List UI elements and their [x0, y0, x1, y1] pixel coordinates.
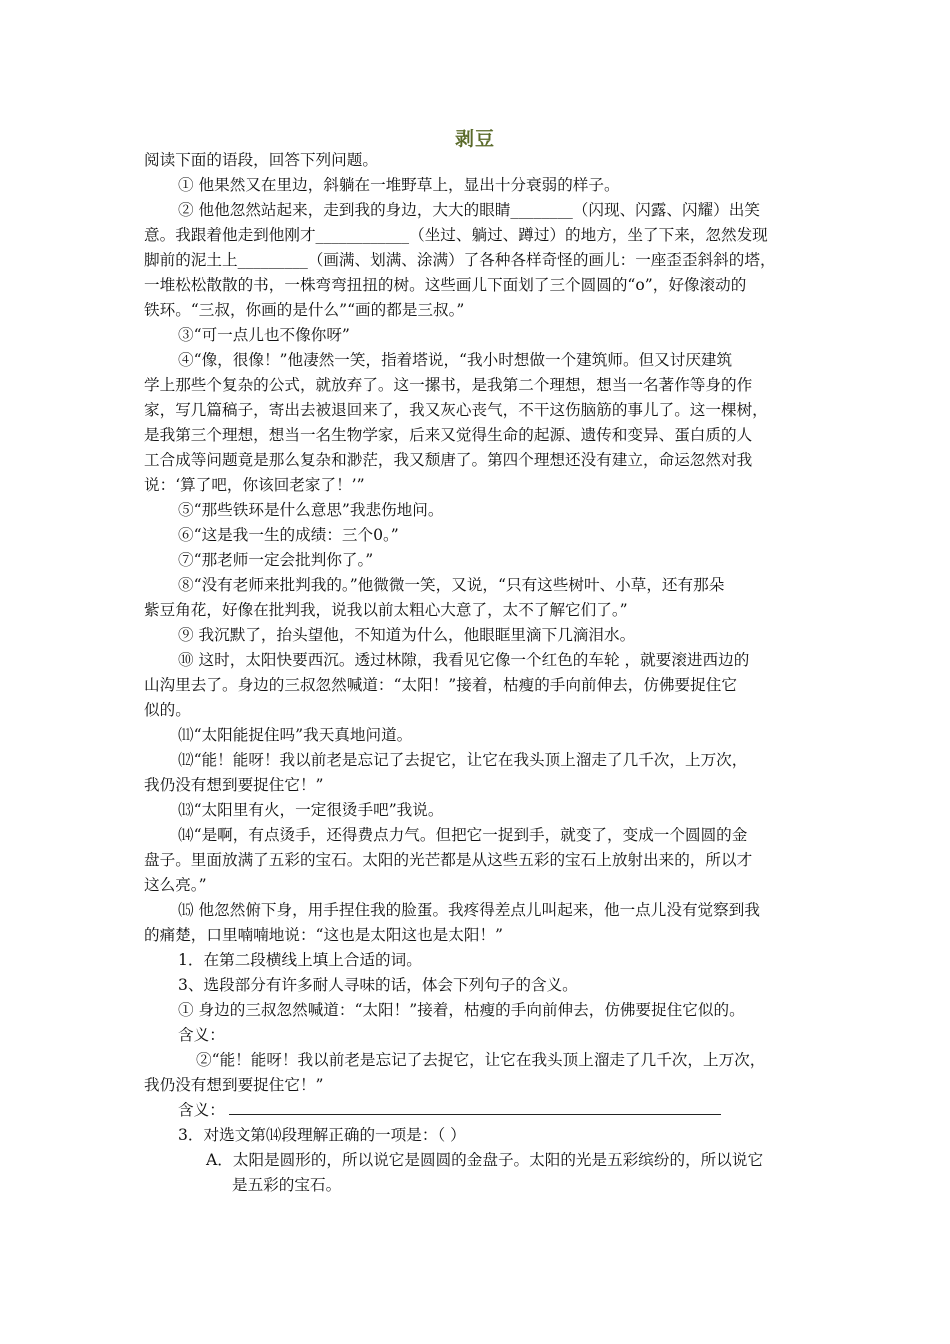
text-line: A．太阳是圆形的，所以说它是圆圆的金盘子。太阳的光是五彩缤纷的，所以说它	[206, 1151, 764, 1169]
text-line: ⒂ 他忽然俯下身，用手捏住我的脸蛋。我疼得差点儿叫起来，他一点儿没有觉察到我	[178, 901, 760, 919]
text-line: 是我第三个理想，想当一名生物学家，后来又觉得生命的起源、遗传和变异、蛋白质的人	[144, 426, 753, 444]
text-line: ⑥“这是我一生的成绩：三个0。”	[178, 526, 399, 544]
text-line: 紫豆角花，好像在批判我，说我以前太粗心大意了，太不了解它们了。”	[144, 601, 628, 619]
text-line: 一堆松松散散的书，一株弯弯扭扭的树。这些画儿下面划了三个圆圆的“o”，好像滚动的	[144, 276, 747, 294]
text-line: ⒀“太阳里有火，一定很烫手吧”我说。	[178, 801, 444, 819]
text-line: 的痛楚，口里喃喃地说：“这也是太阳这也是太阳！”	[144, 926, 504, 944]
text-line: 铁环。“三叔，你画的是什么”“画的都是三叔。”	[144, 301, 465, 319]
text-line: 3、选段部分有许多耐人寻味的话，体会下列句子的含义。	[178, 976, 578, 994]
document-title: 剥豆	[454, 128, 495, 150]
text-line: ②“能！能呀！我以前老是忘记了去捉它，让它在我头顶上溜走了几千次，上万次，	[196, 1051, 766, 1069]
text-line: 山沟里去了。身边的三叔忽然喊道：“太阳！”接着，枯瘦的手向前伸去，仿佛要捉住它	[144, 676, 737, 694]
text-line: ① 他果然又在里边，斜躺在一堆野草上，显出十分衰弱的样子。	[178, 176, 620, 194]
text-line: 3．对选文第⒁段理解正确的一项是：（ ）	[178, 1126, 466, 1144]
text-line: 家，写几篇稿子，寄出去被退回来了，我又灰心丧气，不干这伤脑筋的事儿了。这一棵树，	[144, 401, 768, 419]
text-line: ⒁“是啊，有点烫手，还得费点力气。但把它一捉到手，就变了，变成一个圆圆的金	[178, 826, 748, 844]
text-line: ① 身边的三叔忽然喊道：“太阳！”接着，枯瘦的手向前伸去，仿佛要捉住它似的。	[178, 1001, 745, 1019]
text-line: ⑧“没有老师来批判我的。”他微微一笑，又说，“只有这些树叶、小草，还有那朵	[178, 576, 725, 594]
text-line: 工合成等问题竟是那么复杂和渺茫，我又颓唐了。第四个理想还没有建立，命运忽然对我	[144, 451, 753, 469]
text-line: 含义：	[178, 1101, 225, 1119]
text-line: 我仍没有想到要捉住它！”	[144, 776, 324, 794]
text-line: 脚前的泥土上_________（画满、划满、涂满）了各种各样奇怪的画儿：一座歪歪斜斜的塔，	[144, 251, 776, 269]
text-line: ② 他他忽然站起来，走到我的身边，大大的眼睛________（闪现、闪露、闪耀）出笑	[178, 201, 760, 219]
text-line: 似的。	[144, 701, 191, 719]
answer-underline	[229, 1114, 721, 1115]
text-line: 说：‘算了吧，你该回老家了！’”	[144, 476, 365, 494]
text-line: ⑤“那些铁环是什么意思”我悲伤地问。	[178, 501, 444, 519]
text-line: 意。我跟着他走到他刚才____________（坐过、躺过、蹲过）的地方，坐了下来，忽然发现	[144, 226, 768, 244]
text-line: 1．在第二段横线上填上合适的词。	[178, 951, 422, 969]
text-line: 盘子。里面放满了五彩的宝石。太阳的光芒都是从这些五彩的宝石上放射出来的，所以才	[144, 851, 753, 869]
text-line: ⑩ 这时，太阳快要西沉。透过林隙，我看见它像一个红色的车轮 ，就要滚进西边的	[178, 651, 750, 669]
text-line: 我仍没有想到要捉住它！”	[144, 1076, 324, 1094]
text-line: ⑾“太阳能捉住吗”我天真地问道。	[178, 726, 413, 744]
text-line: ⑿“能！能呀！我以前老是忘记了去捉它，让它在我头顶上溜走了几千次，上万次，	[178, 751, 748, 769]
text-line: 含义：	[178, 1026, 225, 1044]
intro-instruction: 阅读下面的语段，回答下列问题。	[144, 151, 378, 169]
text-line: 学上那些个复杂的公式，就放弃了。这一摞书，是我第二个理想，想当一名著作等身的作	[144, 376, 753, 394]
text-line: ④“像，很像！”他凄然一笑，指着塔说，“我小时想做一个建筑师。但又讨厌建筑	[178, 351, 733, 369]
text-line: 是五彩的宝石。	[232, 1176, 342, 1194]
text-line: ⑦“那老师一定会批判你了。”	[178, 551, 374, 569]
text-line: ③“可一点儿也不像你呀”	[178, 326, 350, 344]
text-line: ⑨ 我沉默了，抬头望他，不知道为什么，他眼眶里滴下几滴泪水。	[178, 626, 636, 644]
text-line: 这么亮。”	[144, 876, 207, 894]
